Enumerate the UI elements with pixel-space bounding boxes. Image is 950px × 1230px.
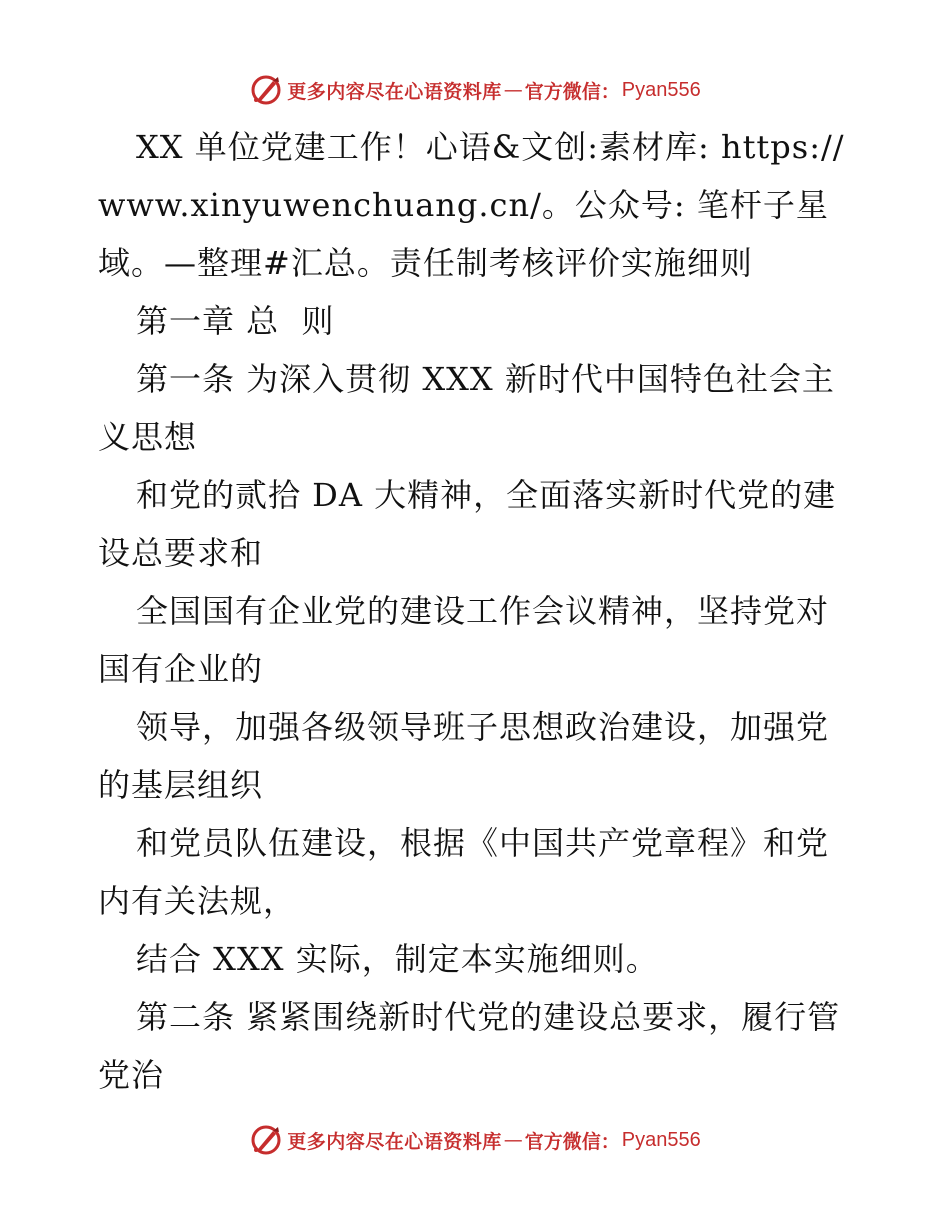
article-paragraph: 和党员队伍建设，根据《中国共产党章程》和党内有关法规， — [98, 824, 830, 920]
quill-logo-icon — [249, 1123, 283, 1157]
banner-text: 更多内容尽在心语资料库 — [287, 1130, 502, 1153]
footer-banner — [0, 1120, 950, 1160]
article-paragraph: 结合 XXX 实际，制定本实施细则。 — [136, 940, 659, 978]
document-intro-paragraph: XX 单位党建工作！心语&文创:素材库: https://www.xinyuwenchuang.cn/。公众号: 笔杆子星域。—整理#汇总。责任制考核评价实施细则 — [98, 128, 845, 282]
banner-wechat-label: 官方微信： — [524, 1130, 620, 1153]
document-body — [98, 118, 858, 1104]
banner-separator: — — [503, 1129, 523, 1151]
banner-wechat-id: Pyan556 — [621, 78, 701, 101]
article-paragraph: 第二条 紧紧围绕新时代党的建设总要求，履行管党治 — [98, 998, 841, 1094]
article-paragraph: 全国国有企业党的建设工作会议精神，坚持党对国有企业的 — [98, 592, 830, 688]
banner-separator: — — [503, 79, 523, 101]
article-paragraph: 领导，加强各级领导班子思想政治建设，加强党的基层组织 — [98, 708, 830, 804]
banner-text: 更多内容尽在心语资料库 — [287, 80, 502, 103]
header-banner — [0, 70, 950, 110]
article-paragraph: 第一条 为深入贯彻 XXX 新时代中国特色社会主义思想 — [98, 360, 835, 456]
banner-wechat-label: 官方微信： — [524, 80, 620, 103]
chapter-title: 第一章 总 则 — [136, 302, 335, 340]
banner-wechat-id: Pyan556 — [621, 1128, 701, 1151]
article-paragraph: 和党的贰拾 DA 大精神，全面落实新时代党的建设总要求和 — [98, 476, 837, 572]
quill-logo-icon — [249, 73, 283, 107]
